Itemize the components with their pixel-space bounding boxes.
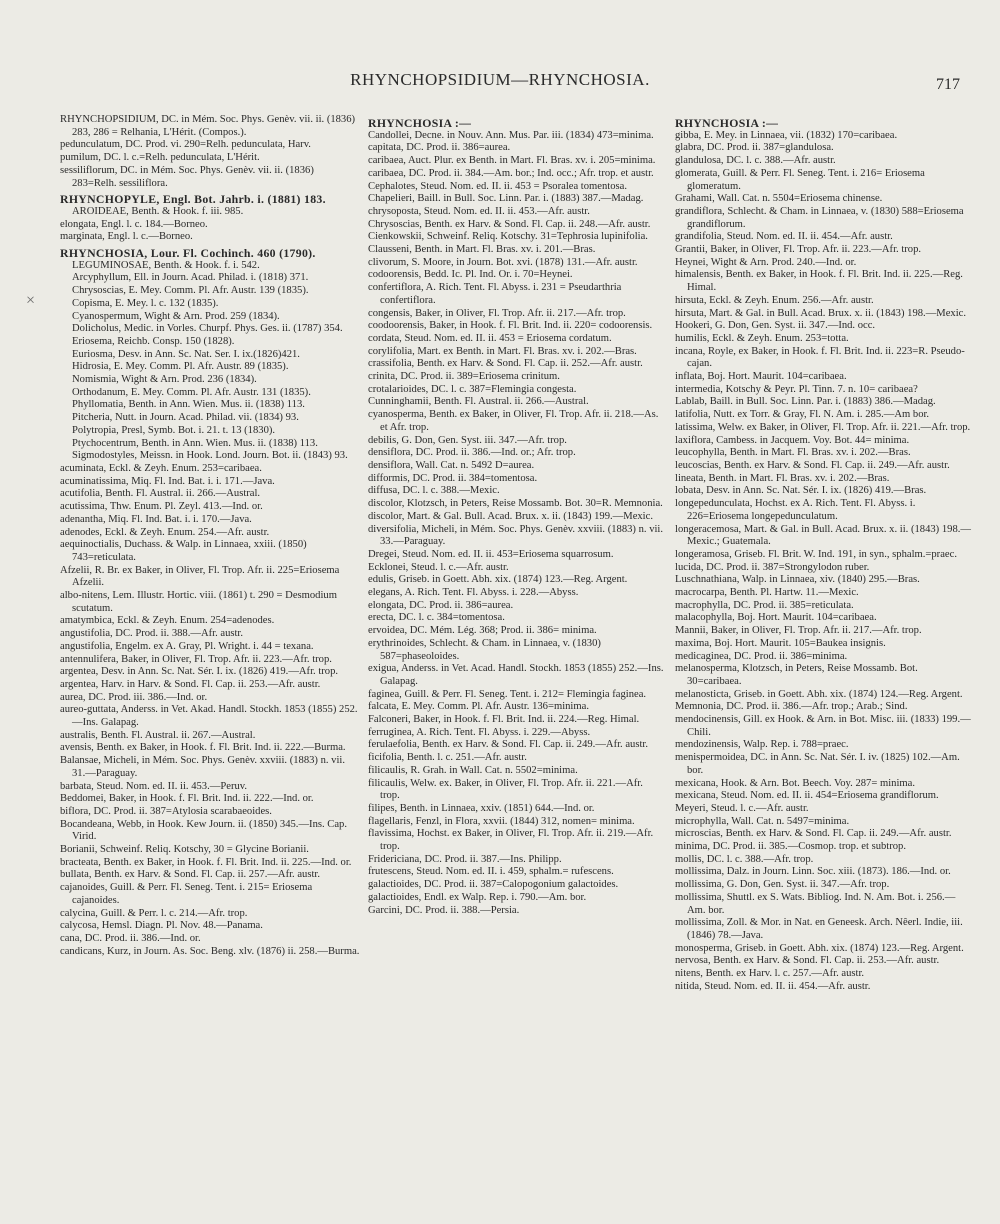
index-entry: Clausseni, Benth. in Mart. Fl. Bras. xv. i. 201.—Bras. bbox=[368, 244, 596, 256]
index-entry: flagellaris, Fenzl, in Flora, xxvii. (1844) 312, nomen= minima. bbox=[368, 815, 635, 827]
index-entry: glabra, DC. Prod. ii. 387=glandulosa. bbox=[675, 142, 834, 154]
index-entry: Dolicholus, Medic. in Vorles. Churpf. Phys. Ges. ii. (1787) 354. bbox=[72, 323, 343, 335]
index-entry: cordata, Steud. Nom. ed. II. ii. 453 = Eriosema cordatum. bbox=[368, 332, 612, 344]
index-entry: cyanosperma, Benth. ex Baker, in Oliver, Fl. Trop. Afr. ii. 218.—As. et Afr. trop. bbox=[368, 409, 659, 433]
index-entry: erythrinoides, Schlecht. & Cham. in Linnaea, v. (1830) 587=phaseoloides. bbox=[368, 637, 601, 662]
index-entry: Hookeri, G. Don, Gen. Syst. ii. 347.—Ind. occ. bbox=[675, 320, 876, 332]
index-entry: longeracemosa, Mart. & Gal. in Bull. Acad. Brux. x. ii. (1843) 198.—Mexic.; Guatemala. bbox=[675, 523, 971, 548]
index-entry: capitata, DC. Prod. ii. 386=aurea. bbox=[368, 142, 511, 154]
column-right bbox=[675, 114, 971, 994]
index-entry: ervoidea, DC. Mém. Lég. 368; Prod. ii. 386= minima. bbox=[368, 625, 597, 637]
index-entry: mexicana, Steud. Nom. ed. II. ii. 454=Eriosema grandiflorum. bbox=[675, 790, 939, 802]
index-entry: bracteata, Benth. ex Baker, in Hook. f. Fl. Brit. Ind. ii. 225.—Ind. or. bbox=[60, 856, 352, 868]
index-entry: grandiflora, Schlecht. & Cham. in Linnaea, v. (1830) 588=Eriosema grandiflorum. bbox=[675, 205, 964, 230]
index-entry: elongata, Engl. l. c. 184.—Borneo. bbox=[60, 218, 208, 230]
index-entry: hirsuta, Mart. & Gal. in Bull. Acad. Brux. x. ii. (1843) 198.—Mexic. bbox=[675, 307, 966, 319]
index-entry: diffusa, DC. l. c. 388.—Mexic. bbox=[368, 485, 500, 497]
index-entry: mexicana, Hook. & Arn. Bot. Beech. Voy. 287= minima. bbox=[675, 777, 915, 789]
index-entry: crassifolia, Benth. ex Harv. & Sond. Fl. Cap. ii. 252.—Afr. austr. bbox=[368, 358, 643, 370]
index-entry: faginea, Guill. & Perr. Fl. Seneg. Tent. i. 212= Flemingia faginea. bbox=[368, 688, 647, 700]
index-entry: crinita, DC. Prod. ii. 389=Eriosema crinitum. bbox=[368, 371, 560, 383]
index-entry: ferulaefolia, Benth. ex Harv. & Sond. Fl. Cap. ii. 249.—Afr. austr. bbox=[368, 739, 648, 751]
index-entry: Eriosema, Reichb. Consp. 150 (1828). bbox=[72, 335, 235, 347]
index-entry: marginata, Engl. l. c.—Borneo. bbox=[60, 231, 193, 243]
index-entry: mollissima, G. Don, Gen. Syst. ii. 347.—Afr. trop. bbox=[675, 879, 890, 891]
index-entry: Ecklonei, Steud. l. c.—Afr. austr. bbox=[368, 561, 509, 573]
index-entry: pumilum, DC. l. c.=Relh. pedunculata, L'Hérit. bbox=[60, 152, 260, 164]
index-entry: adenodes, Eckl. & Zeyh. Enum. 254.—Afr. austr. bbox=[60, 526, 270, 538]
index-entry: argentea, Harv. in Harv. & Sond. Fl. Cap. ii. 253.—Afr. austr. bbox=[60, 678, 321, 690]
index-entry: calycosa, Hemsl. Diagn. Pl. Nov. 48.—Panama. bbox=[60, 920, 263, 932]
index-entry: Nomismia, Wight & Arn. Prod. 236 (1834). bbox=[72, 374, 257, 386]
running-header: RHYNCHOPSIDIUM—RHYNCHOSIA. bbox=[350, 70, 650, 89]
index-entry: pedunculatum, DC. Prod. vi. 290=Relh. pedunculata, Harv. bbox=[60, 139, 311, 151]
index-entry: Afzelii, R. Br. ex Baker, in Oliver, Fl. Trop. Afr. ii. 225=Eriosema Afzelii. bbox=[60, 564, 340, 589]
column-middle bbox=[368, 114, 664, 917]
index-entry: Mannii, Baker, in Oliver, Fl. Trop. Afr. ii. 217.—Afr. trop. bbox=[675, 625, 922, 637]
index-entry: Polytropia, Presl, Symb. Bot. i. 21. t. 13 (1830). bbox=[72, 424, 276, 436]
index-entry: biflora, DC. Prod. ii. 387=Atylosia scarabaeoides. bbox=[60, 805, 272, 817]
index-entry: acuminata, Eckl. & Zeyh. Enum. 253=caribaea. bbox=[60, 462, 262, 474]
index-entry: antennulifera, Baker, in Oliver, Fl. Trop. Afr. ii. 223.—Afr. trop. bbox=[60, 653, 332, 665]
index-entry: macrocarpa, Benth. Pl. Hartw. 11.—Mexic. bbox=[675, 587, 859, 599]
index-entry: galactioides, DC. Prod. ii. 387=Calopogonium galactoides. bbox=[368, 879, 619, 891]
index-entry: filipes, Benth. in Linnaea, xxiv. (1851) 644.—Ind. or. bbox=[368, 802, 595, 814]
index-entry: monosperma, Griseb. in Goett. Abh. xix. (1874) 123.—Reg. Argent. bbox=[675, 942, 964, 954]
index-entry: argentea, Desv. in Ann. Sc. Nat. Sér. I. ix. (1826) 419.—Afr. trop. bbox=[60, 666, 339, 678]
index-entry: codoorensis, Bedd. Ic. Pl. Ind. Or. i. 70=Heynei. bbox=[368, 269, 573, 281]
index-entry: cajanoides, Guill. & Perr. Fl. Seneg. Tent. i. 215= Eriosema cajanoides. bbox=[60, 882, 313, 906]
index-entry: lobata, Desv. in Ann. Sc. Nat. Sér. I. ix. (1826) 419.—Bras. bbox=[675, 485, 927, 497]
index-entry: lineata, Benth. in Mart. Fl. Bras. xv. i. 202.—Bras. bbox=[675, 472, 890, 484]
index-entry: microscias, Benth. ex Harv. & Sond. Fl. Cap. ii. 249.—Afr. austr. bbox=[675, 828, 952, 840]
index-entry: Heynei, Wight & Arn. Prod. 240.—Ind. or. bbox=[675, 256, 857, 268]
index-entry: RHYNCHOSIA :— bbox=[675, 116, 779, 130]
index-entry: latifolia, Nutt. ex Torr. & Gray, Fl. N. Am. i. 285.—Am bor. bbox=[675, 409, 930, 421]
index-entry: hirsuta, Eckl. & Zeyh. Enum. 256.—Afr. austr. bbox=[675, 294, 874, 306]
index-entry: Copisma, E. Mey. l. c. 132 (1835). bbox=[72, 297, 219, 309]
index-entry: Cunninghamii, Benth. Fl. Austral. ii. 266.—Austral. bbox=[368, 396, 589, 408]
index-entry: avensis, Benth. ex Baker, in Hook. f. Fl. Brit. Ind. ii. 222.—Burma. bbox=[60, 742, 346, 754]
index-entry: bullata, Benth. ex Harv. & Sond. Fl. Cap. ii. 257.—Afr. austr. bbox=[60, 869, 321, 881]
index-entry: glomerata, Guill. & Perr. Fl. Seneg. Tent. i. 216= Eriosema glomeratum. bbox=[675, 167, 925, 192]
index-entry: nitens, Benth. ex Harv. l. c. 257.—Afr. austr. bbox=[675, 968, 865, 980]
index-entry: inflata, Boj. Hort. Maurit. 104=caribaea. bbox=[675, 371, 847, 383]
index-entry: mollis, DC. l. c. 388.—Afr. trop. bbox=[675, 853, 814, 865]
index-entry: minima, DC. Prod. ii. 385.—Cosmop. trop. et subtrop. bbox=[675, 841, 907, 853]
index-entry: densiflora, Wall. Cat. n. 5492 D=aurea. bbox=[368, 459, 535, 471]
index-entry: RHYNCHOSIA :— bbox=[368, 116, 472, 130]
index-entry: RHYNCHOPYLE, Engl. Bot. Jahrb. i. (1881) 183. bbox=[60, 192, 326, 207]
index-entry: debilis, G. Don, Gen. Syst. iii. 347.—Afr. trop. bbox=[368, 434, 567, 446]
index-entry: RHYNCHOSIA, Lour. Fl. Cochinch. 460 (1790). bbox=[60, 246, 316, 261]
index-entry: caribaea, Auct. Plur. ex Benth. in Mart. Fl. Bras. xv. i. 205=minima. bbox=[368, 155, 656, 167]
index-entry: mollissima, Dalz. in Journ. Linn. Soc. xiii. (1873). 186.—Ind. or. bbox=[675, 866, 951, 878]
index-entry: erecta, DC. l. c. 384=tomentosa. bbox=[368, 612, 505, 624]
index-entry: crotalarioides, DC. l. c. 387=Flemingia congesta. bbox=[368, 383, 577, 395]
index-entry: frutescens, Steud. Nom. ed. II. i. 459, sphalm.= rufescens. bbox=[368, 866, 614, 878]
index-entry: leucophylla, Benth. in Mart. Fl. Bras. xv. i. 202.—Bras. bbox=[675, 447, 911, 459]
index-entry: confertiflora, A. Rich. Tent. Fl. Abyss. i. 231 = Pseudarthria confertiflora. bbox=[368, 282, 622, 306]
index-entry: congensis, Baker, in Oliver, Fl. Trop. Afr. ii. 217.—Afr. trop. bbox=[368, 307, 626, 319]
index-entry: Arcyphyllum, Ell. in Journ. Acad. Philad. i. (1818) 371. bbox=[72, 272, 309, 284]
index-entry: humilis, Eckl. & Zeyh. Enum. 253=totta. bbox=[675, 332, 849, 344]
index-entry: Cephalotes, Steud. Nom. ed. II. ii. 453 = Psoralea tomentosa. bbox=[368, 180, 628, 192]
index-entry: Meyeri, Steud. l. c.—Afr. austr. bbox=[675, 802, 809, 814]
index-entry: diversifolia, Micheli, in Mém. Soc. Phys. Genèv. xxviii. (1883) n. vii. 33.—Paraguay. bbox=[368, 523, 664, 548]
index-entry: mollissima, Shuttl. ex S. Wats. Bibliog. Ind. N. Am. Bot. i. 256.—Am. bor. bbox=[675, 891, 956, 916]
index-entry: RHYNCHOPSIDIUM, DC. in Mém. Soc. Phys. Genèv. vii. ii. (1836) 283, 286 = Relhania, L'Hérit. (Compos.). bbox=[60, 114, 356, 138]
index-entry: caribaea, DC. Prod. ii. 384.—Am. bor.; Ind. occ.; Afr. trop. et austr. bbox=[368, 167, 654, 179]
index-entry: Falconeri, Baker, in Hook. f. Fl. Brit. Ind. ii. 224.—Reg. Himal. bbox=[368, 714, 640, 726]
index-entry: Bocandeana, Webb, in Hook. Kew Journ. ii. (1850) 345.—Ins. Cap. Virid. bbox=[60, 818, 347, 843]
index-entry: Balansae, Micheli, in Mém. Soc. Phys. Genèv. xxviii. (1883) n. vii. 31.—Paraguay. bbox=[60, 755, 346, 779]
index-entry: macrophylla, DC. Prod. ii. 385=reticulata. bbox=[675, 599, 854, 611]
index-entry: aureo-guttata, Anderss. in Vet. Akad. Handl. Stockh. 1853 (1855) 252.—Ins. Galapag. bbox=[60, 704, 358, 729]
index-entry: acutifolia, Benth. Fl. Austral. ii. 266.—Austral. bbox=[60, 488, 261, 500]
index-entry: medicaginea, DC. Prod. ii. 386=minima. bbox=[675, 650, 848, 662]
index-entry: edulis, Griseb. in Goett. Abh. xix. (1874) 123.—Reg. Argent. bbox=[368, 574, 628, 586]
index-entry: latissima, Welw. ex Baker, in Oliver, Fl. Trop. Afr. ii. 221.—Afr. trop. bbox=[675, 421, 971, 433]
index-entry: Hidrosia, E. Mey. Comm. Pl. Afr. Austr. 89 (1835). bbox=[72, 361, 289, 373]
index-entry: laxiflora, Cambess. in Jacquem. Voy. Bot. 44= minima. bbox=[675, 434, 910, 446]
column-left bbox=[60, 114, 360, 958]
index-entry: Grahami, Wall. Cat. n. 5504=Eriosema chinense. bbox=[675, 193, 883, 205]
index-entry: cana, DC. Prod. ii. 386.—Ind. or. bbox=[60, 933, 201, 944]
index-entry: discolor, Mart. & Gal. Bull. Acad. Brux. x. ii. (1843) 199.—Mexic. bbox=[368, 510, 653, 522]
handwritten-mark: × bbox=[26, 292, 36, 309]
index-entry: AROIDEAE, Benth. & Hook. f. iii. 985. bbox=[72, 205, 244, 217]
index-entry: acutissima, Thw. Enum. Pl. Zeyl. 413.—Ind. or. bbox=[60, 501, 263, 513]
index-entry: himalensis, Benth. ex Baker, in Hook. f. Fl. Brit. Ind. ii. 225.—Reg. Himal. bbox=[675, 269, 963, 294]
index-entry: menispermoidea, DC. in Ann. Sc. Nat. Sér. I. iv. (1825) 102.—Am. bor. bbox=[675, 752, 960, 776]
index-entry: sessiliflorum, DC. in Mém. Soc. Phys. Genèv. vii. ii. (1836) 283=Relh. sessiliflora. bbox=[60, 164, 314, 189]
index-entry: clivorum, S. Moore, in Journ. Bot. xvi. (1878) 131.—Afr. austr. bbox=[368, 256, 638, 268]
index-entry: nitida, Steud. Nom. ed. II. ii. 454.—Afr. austr. bbox=[675, 980, 871, 992]
index-entry: grandifolia, Steud. Nom. ed. II. ii. 454.—Afr. austr. bbox=[675, 231, 893, 243]
index-entry: Cyanospermum, Wight & Arn. Prod. 259 (1834). bbox=[72, 310, 280, 322]
index-entry: leucoscias, Benth. ex Harv. & Sond. Fl. Cap. ii. 249.—Afr. austr. bbox=[675, 459, 950, 471]
index-entry: Orthodanum, E. Mey. Comm. Pl. Afr. Austr. 131 (1835). bbox=[72, 386, 311, 398]
index-entry: Candollei, Decne. in Nouv. Ann. Mus. Par. iii. (1834) 473=minima. bbox=[368, 129, 654, 141]
index-entry: Phyllomatia, Benth. in Ann. Wien. Mus. ii. (1838) 113. bbox=[72, 399, 305, 411]
index-entry: flavissima, Hochst. ex Baker, in Oliver, Fl. Trop. Afr. ii. 219.—Afr. trop. bbox=[368, 828, 654, 853]
index-entry: calycina, Guill. & Perr. l. c. 214.—Afr. trop. bbox=[60, 907, 248, 919]
index-entry: difformis, DC. Prod. ii. 384=tomentosa. bbox=[368, 472, 538, 484]
index-entry: glandulosa, DC. l. c. 388.—Afr. austr. bbox=[675, 155, 836, 167]
index-entry: Chrysoscias, Benth. ex Harv. & Sond. Fl. Cap. ii. 248.—Afr. austr. bbox=[368, 218, 651, 230]
index-entry: Fridericiana, DC. Prod. ii. 387.—Ins. Philipp. bbox=[368, 853, 562, 865]
index-entry: adenantha, Miq. Fl. Ind. Bat. i. i. 170.—Java. bbox=[60, 513, 252, 525]
index-entry: Cienkowskii, Schweinf. Reliq. Kotschy. 31=Tephrosia lupinifolia. bbox=[368, 231, 648, 243]
index-entry: elegans, A. Rich. Tent. Fl. Abyss. i. 228.—Abyss. bbox=[368, 587, 579, 599]
index-entry: longeramosa, Griseb. Fl. Brit. W. Ind. 191, in syn., sphalm.=praec. bbox=[675, 548, 957, 560]
index-entry: Beddomei, Baker, in Hook. f. Fl. Brit. Ind. ii. 222.—Ind. or. bbox=[60, 793, 314, 805]
index-entry: candicans, Kurz, in Journ. As. Soc. Beng. xlv. (1876) ii. 258.—Burma. bbox=[60, 945, 360, 957]
index-entry: mendozinensis, Walp. Rep. i. 788=praec. bbox=[675, 739, 849, 751]
index-entry: Chapelieri, Baill. in Bull. Soc. Linn. Par. i. (1883) 387.—Madag. bbox=[368, 193, 644, 205]
index-entry: amatymbica, Eckl. & Zeyh. Enum. 254=adenodes. bbox=[60, 615, 275, 627]
index-entry: intermedia, Kotschy & Peyr. Pl. Tinn. 7. n. 10= caribaea? bbox=[675, 383, 918, 395]
index-entry: mendocinensis, Gill. ex Hook. & Arn. in Bot. Misc. iii. (1833) 199.—Chili. bbox=[675, 714, 971, 738]
index-entry: Sigmodostyles, Meissn. in Hook. Lond. Journ. Bot. ii. (1843) 93. bbox=[72, 450, 348, 462]
index-entry: Lablab, Baill. in Bull. Soc. Linn. Par. i. (1883) 386.—Madag. bbox=[675, 396, 936, 408]
index-entry: coodoorensis, Baker, in Hook. f. Fl. Brit. Ind. ii. 220= codoorensis. bbox=[368, 320, 653, 332]
index-entry: Memnonia, DC. Prod. ii. 386.—Afr. trop.; Arab.; Sind. bbox=[675, 701, 908, 713]
index-entry: albo-nitens, Lem. Illustr. Hortic. viii. (1861) t. 290 = Desmodium scutatum. bbox=[60, 590, 337, 614]
index-entry: australis, Benth. Fl. Austral. ii. 267.—Austral. bbox=[60, 729, 256, 741]
index-entry: mollissima, Zoll. & Mor. in Nat. en Geneesk. Arch. Nêerl. Indie, iii. (1846) 78.—Java. bbox=[675, 917, 963, 941]
index-entry: angustifolia, Engelm. ex A. Gray, Pl. Wright. i. 44 = texana. bbox=[60, 640, 314, 652]
index-entry: acuminatissima, Miq. Fl. Ind. Bat. i. i. 171.—Java. bbox=[60, 475, 275, 487]
index-entry: Ptychocentrum, Benth. in Ann. Wien. Mus. ii. (1838) 113. bbox=[72, 437, 318, 449]
index-entry: lucida, DC. Prod. ii. 387=Strongylodon ruber. bbox=[675, 561, 870, 573]
index-entry: filicaulis, Welw. ex. Baker, in Oliver, Fl. Trop. Afr. ii. 221.—Afr. trop. bbox=[368, 777, 643, 802]
page-number: 717 bbox=[936, 76, 960, 93]
index-entry: Borianii, Schweinf. Reliq. Kotschy, 30 = Glycine Borianii. bbox=[60, 844, 309, 856]
index-entry: incana, Royle, ex Baker, in Hook. f. Fl. Brit. Ind. ii. 223=R. Pseudo-cajan. bbox=[675, 345, 965, 370]
index-entry: aequinoctialis, Duchass. & Walp. in Linnaea, xxiii. (1850) 743=reticulata. bbox=[60, 539, 307, 563]
index-entry: gibba, E. Mey. in Linnaea, vii. (1832) 170=caribaea. bbox=[675, 129, 898, 141]
index-entry: angustifolia, DC. Prod. ii. 388.—Afr. austr. bbox=[60, 628, 244, 640]
index-entry: ficifolia, Benth. l. c. 251.—Afr. austr. bbox=[368, 752, 527, 764]
index-entry: Dregei, Steud. Nom. ed. II. ii. 453=Eriosema squarrosum. bbox=[368, 548, 614, 560]
index-entry: Chrysoscias, E. Mey. Comm. Pl. Afr. Austr. 139 (1835). bbox=[72, 285, 309, 297]
index-entry: galactioides, Endl. ex Walp. Rep. i. 790.—Am. bor. bbox=[368, 891, 587, 903]
index-entry: LEGUMINOSAE, Benth. & Hook. f. i. 542. bbox=[72, 259, 260, 271]
index-entry: chrysoposta, Steud. Nom. ed. II. ii. 453.—Afr. austr. bbox=[368, 205, 590, 217]
index-entry: densiflora, DC. Prod. ii. 386.—Ind. or.; Afr. trop. bbox=[368, 447, 576, 459]
index-entry: melanosperma, Klotzsch, in Peters, Reise Mossamb. Bot. 30=caribaea. bbox=[675, 663, 918, 687]
index-entry: corylifolia, Mart. ex Benth. in Mart. Fl. Bras. xv. i. 202.—Bras. bbox=[368, 345, 637, 357]
index-entry: discolor, Klotzsch, in Peters, Reise Mossamb. Bot. 30=R. Memnonia. bbox=[368, 498, 663, 510]
index-entry: Grantii, Baker, in Oliver, Fl. Trop. Afr. ii. 223.—Afr. trop. bbox=[675, 244, 922, 256]
index-entry: microphylla, Wall. Cat. n. 5497=minima. bbox=[675, 815, 850, 827]
index-entry: malacophylla, Boj. Hort. Maurit. 104=caribaea. bbox=[675, 612, 877, 624]
index-entry: Pitcheria, Nutt. in Journ. Acad. Philad. vii. (1834) 93. bbox=[72, 412, 299, 424]
index-entry: longepedunculata, Hochst. ex A. Rich. Tent. Fl. Abyss. i. 226=Eriosema longepedunculatum. bbox=[675, 498, 916, 522]
index-entry: ferruginea, A. Rich. Tent. Fl. Abyss. i. 229.—Abyss. bbox=[368, 726, 591, 738]
index-entry: filicaulis, R. Grah. in Wall. Cat. n. 5502=minima. bbox=[368, 764, 578, 776]
index-entry: melanosticta, Griseb. in Goett. Abh. xix. (1874) 124.—Reg. Argent. bbox=[675, 688, 963, 700]
index-entry: nervosa, Benth. ex Harv. & Sond. Fl. Cap. ii. 253.—Afr. austr. bbox=[675, 955, 940, 967]
index-entry: Garcini, DC. Prod. ii. 388.—Persia. bbox=[368, 904, 520, 916]
index-entry: elongata, DC. Prod. ii. 386=aurea. bbox=[368, 599, 514, 611]
index-entry: barbata, Steud. Nom. ed. II. ii. 453.—Peruv. bbox=[60, 780, 248, 792]
index-entry: exigua, Anderss. in Vet. Acad. Handl. Stockh. 1853 (1855) 252.—Ins. Galapag. bbox=[368, 663, 664, 687]
index-entry: maxima, Boj. Hort. Maurit. 105=Baukea insignis. bbox=[675, 637, 886, 649]
index-entry: aurea, DC. Prod. iii. 386.—Ind. or. bbox=[60, 691, 208, 703]
index-entry: Luschnathiana, Walp. in Linnaea, xiv. (1840) 295.—Bras. bbox=[675, 574, 920, 586]
index-entry: falcata, E. Mey. Comm. Pl. Afr. Austr. 136=minima. bbox=[368, 701, 589, 713]
index-entry: Euriosma, Desv. in Ann. Sc. Nat. Ser. I. ix.(1826)421. bbox=[72, 348, 300, 360]
